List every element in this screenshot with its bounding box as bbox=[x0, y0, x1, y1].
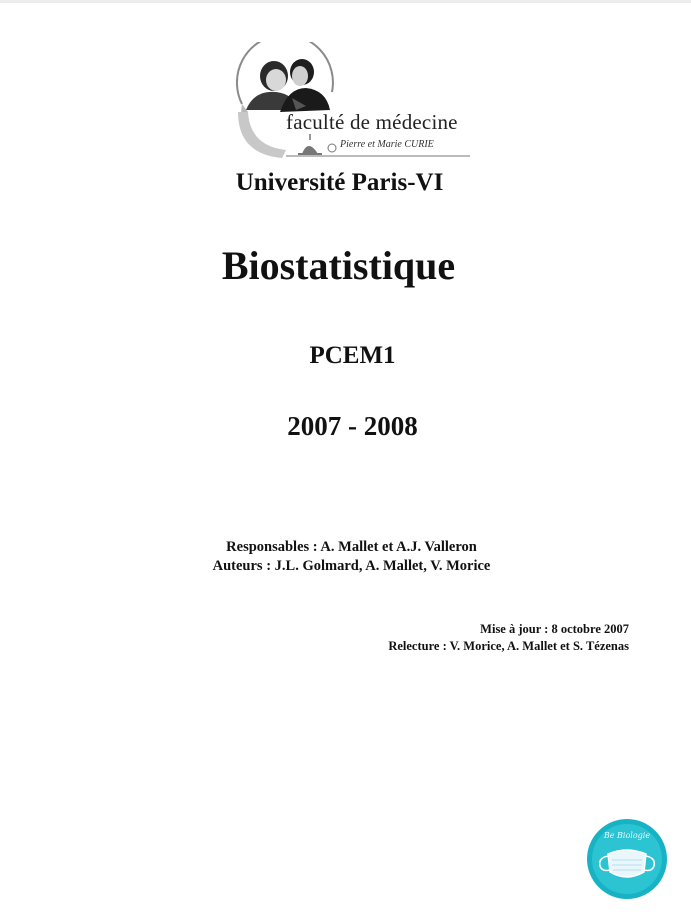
document-title: Biostatistique bbox=[221, 243, 456, 288]
university-name: Université Paris-VI bbox=[235, 169, 444, 196]
logo-faculty-text: faculté de médecine bbox=[286, 110, 458, 134]
be-biologie-badge[interactable] bbox=[586, 818, 668, 900]
logo-subtitle-text: Pierre et Marie CURIE bbox=[340, 139, 434, 150]
update-date-line: Mise à jour : 8 octobre 2007 bbox=[480, 622, 629, 636]
auteurs-line: Auteurs : J.L. Golmard, A. Mallet, V. Morice bbox=[212, 558, 491, 574]
faculty-logo bbox=[236, 42, 472, 162]
top-border bbox=[0, 0, 691, 3]
responsables-line: Responsables : A. Mallet et A.J. Valleron bbox=[226, 539, 477, 555]
academic-years: 2007 - 2008 bbox=[287, 411, 418, 441]
face-mask-icon bbox=[586, 818, 668, 900]
review-line: Relecture : V. Morice, A. Mallet et S. Tézenas bbox=[388, 639, 629, 653]
svg-text:Be Biologie: Be Biologie bbox=[603, 831, 651, 840]
course-code: PCEM1 bbox=[309, 342, 396, 369]
